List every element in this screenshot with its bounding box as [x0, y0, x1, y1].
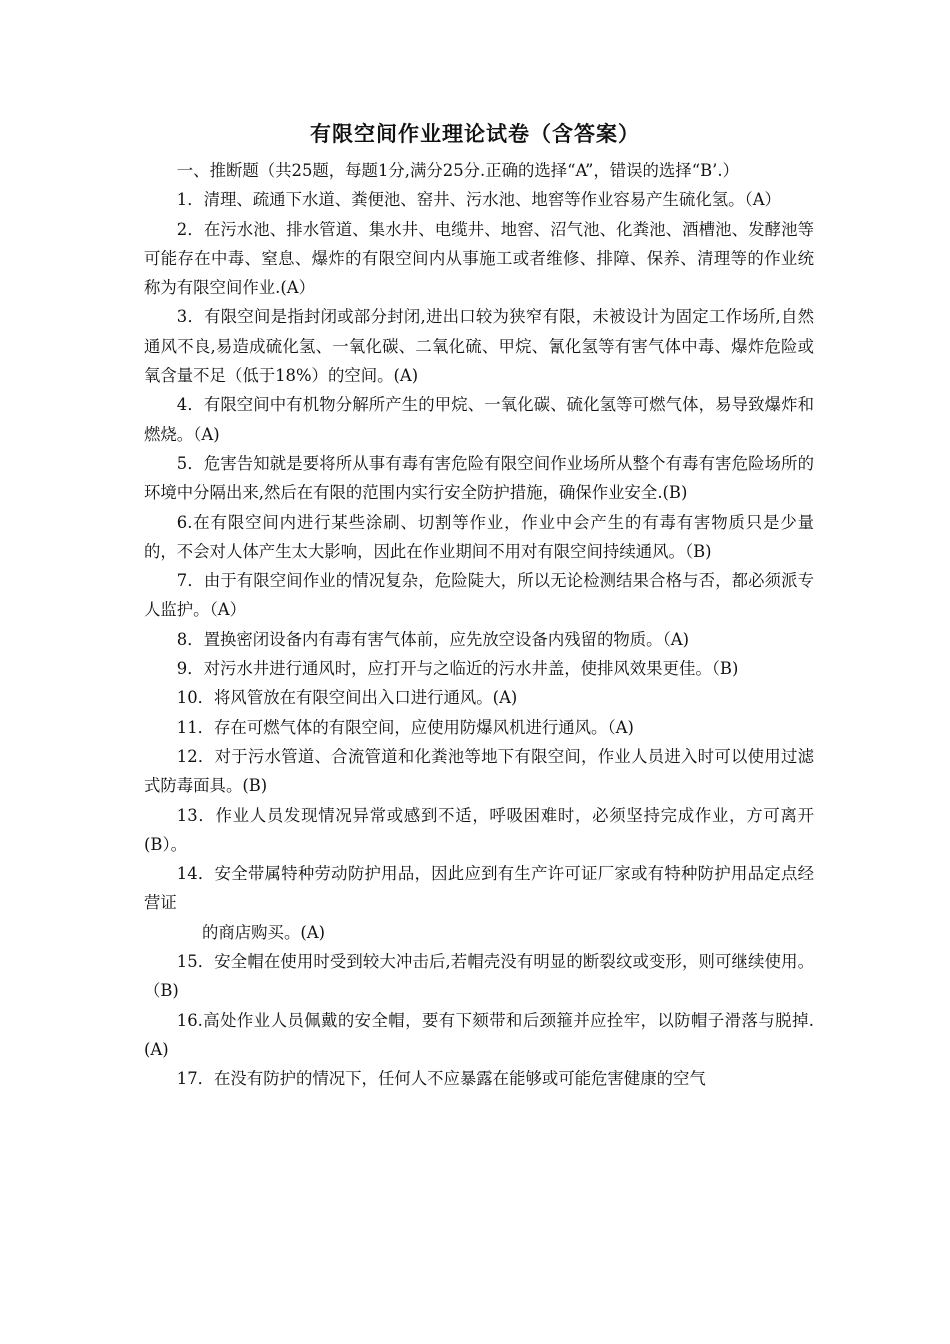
question-13: 13．作业人员发现情况异常或感到不适，呼吸困难时，必须坚持完成作业，方可离开(B）。	[144, 805, 814, 854]
question-6: 6.在有限空间内进行某些涂刷、切割等作业，作业中会产生的有毒有害物质只是少量的，不会对人体产生太大影响，因此在作业期间不用对有限空间持续通风。（B)	[144, 512, 814, 561]
document-title: 有限空间作业理论试卷（含答案）	[310, 122, 640, 146]
section-heading: 一、推断题（共25题，每题1分,满分25分.正确的选择“A”，错误的选择“B’.）	[176, 161, 739, 180]
question-2: 2．在污水池、排水管道、集水井、电缆井、地窖、沼气池、化粪池、酒槽池、发酵池等可能存在中毒、窒息、爆炸的有限空间内从事施工或者维修、排障、保养、清理等的作业统称为有限空间作业.(A）	[144, 219, 814, 298]
question-17: 17．在没有防护的情况下，任何人不应暴露在能够或可能危害健康的空气	[176, 1069, 706, 1089]
question-16: 16.高处作业人员佩戴的安全帽，要有下颏带和后颈箍并应拴牢，以防帽子滑落与脱掉.(A)	[144, 1010, 814, 1059]
question-15: 15．安全帽在使用时受到较大冲击后,若帽壳没有明显的断裂纹或变形，则可继续使用。（B)	[144, 952, 814, 1001]
question-12: 12．对于污水管道、合流管道和化粪池等地下有限空间，作业人员进入时可以使用过滤式防毒面具。(B)	[144, 746, 814, 796]
question-14-continuation: 的商店购买。(A)	[202, 922, 325, 942]
question-14: 14．安全带属特种劳动防护用品，因此应到有生产许可证厂家或有特种防护用品定点经营证	[144, 864, 814, 913]
question-9: 9．对污水井进行通风时，应打开与之临近的污水井盖，使排风效果更佳。（B)	[176, 659, 739, 679]
question-8: 8．置换密闭设备内有毒有害气体前，应先放空设备内残留的物质。（A)	[176, 629, 689, 649]
question-5: 5．危害告知就是要将所从事有毒有害危险有限空间作业场所从整个有毒有害危险场所的环境中分隔出来,然后在有限的范围内实行安全防护措施，确保作业安全.(B)	[144, 453, 814, 503]
question-10: 10．将风管放在有限空间出入口进行通风。(A)	[176, 688, 518, 708]
question-11: 11．存在可燃气体的有限空间，应使用防爆风机进行通风。（A)	[176, 717, 634, 737]
question-3: 3．有限空间是指封闭或部分封闭,进出口较为狭窄有限，未被设计为固定工作场所,自然通风不良,易造成硫化氢、一氧化碳、二氧化硫、甲烷、氰化氢等有害气体中毒、爆炸危险或氧含量不足（低于18%）的空间。(A)	[144, 307, 814, 386]
question-1: 1．清理、疏通下水道、粪便池、窑井、污水池、地窖等作业容易产生硫化氢。（A）	[176, 190, 781, 210]
question-4: 4．有限空间中有机物分解所产生的甲烷、一氧化碳、硫化氢等可燃气体，易导致爆炸和燃烧。（A)	[144, 395, 814, 444]
document-body	[144, 156, 814, 1094]
question-7: 7．由于有限空间作业的情况复杂，危险陡大，所以无论检测结果合格与否，都必须派专人监护。（A）	[144, 571, 814, 620]
